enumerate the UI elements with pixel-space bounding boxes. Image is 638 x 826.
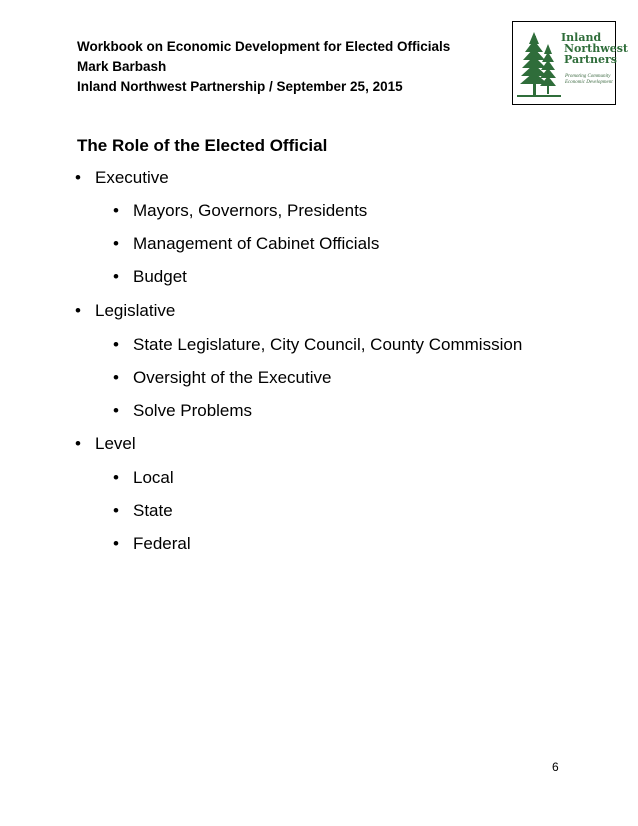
list-item <box>113 265 187 289</box>
list-item-text: Budget <box>133 267 187 286</box>
bullet-icon: • <box>113 401 119 420</box>
bullet-icon: • <box>113 267 119 286</box>
list-item-text: Mayors, Governors, Presidents <box>133 201 368 220</box>
logo-word-inland: Inland <box>561 31 602 44</box>
page-header <box>77 37 497 97</box>
logo-word-partners: Partners <box>564 53 617 66</box>
list-item-text: Management of Cabinet Officials <box>133 234 380 253</box>
list-item-text: State <box>133 501 173 520</box>
section-label: Legislative <box>95 301 176 320</box>
inland-northwest-partners-logo <box>512 21 629 105</box>
page-number: 6 <box>552 760 559 774</box>
list-item <box>113 466 174 490</box>
list-item <box>113 333 523 357</box>
section-label: Executive <box>95 168 169 187</box>
header-author: Mark Barbash <box>77 59 167 74</box>
list-item-text: Solve Problems <box>133 401 253 420</box>
bullet-icon: • <box>113 335 119 354</box>
bullet-icon: • <box>113 501 119 520</box>
bullet-icon: • <box>113 201 119 220</box>
section-legislative <box>75 299 176 323</box>
list-item-text: Oversight of the Executive <box>133 368 332 387</box>
section-title: The Role of the Elected Official <box>77 136 328 155</box>
section-level <box>75 432 136 456</box>
list-item <box>113 499 173 523</box>
section-label: Level <box>95 434 136 453</box>
bullet-icon: • <box>113 368 119 387</box>
bullet-icon: • <box>75 168 81 187</box>
logo-tagline: Promoting Community Economic Development <box>565 74 613 85</box>
logo-word-northwest: Northwest <box>564 42 629 55</box>
list-item-text: State Legislature, City Council, County Commission <box>133 335 523 354</box>
bullet-icon: • <box>75 301 81 320</box>
bullet-icon: • <box>75 434 81 453</box>
header-org-date: Inland Northwest Partnership / September 25, 2015 <box>77 79 403 94</box>
bullet-icon: • <box>113 234 119 253</box>
bullet-icon: • <box>113 534 119 553</box>
list-item <box>113 232 380 256</box>
list-item <box>113 532 191 556</box>
list-item-text: Federal <box>133 534 191 553</box>
list-item-text: Local <box>133 468 174 487</box>
list-item <box>113 399 253 423</box>
logo-wordmark <box>561 32 628 65</box>
bullet-icon: • <box>113 468 119 487</box>
list-item <box>113 199 368 223</box>
list-item <box>113 366 332 390</box>
section-executive <box>75 166 169 190</box>
header-workbook-title: Workbook on Economic Development for Elected Officials <box>77 39 451 54</box>
